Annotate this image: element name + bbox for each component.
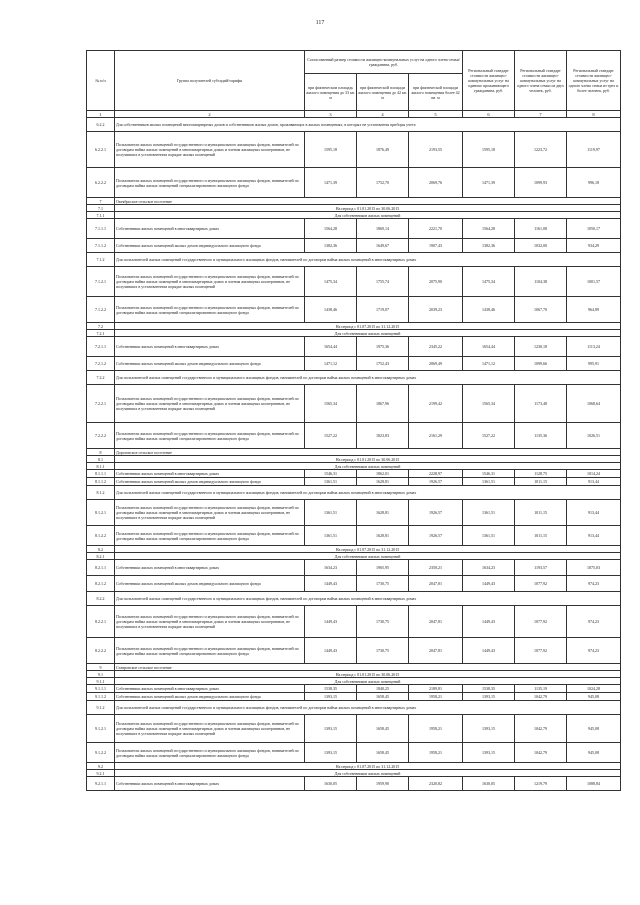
row-value: 913,44 [567,478,621,486]
row-number: 6.2.2.1 [87,132,115,168]
subheader-text: Для собственников жилых помещений [115,463,621,470]
subheader-row [87,553,621,560]
row-value: 1658,45 [357,693,409,701]
table-row [87,560,621,576]
row-value: 945,08 [567,715,621,743]
section-row [87,198,621,205]
table-row [87,693,621,701]
row-name: Пользователи жилых помещений государственного и муниципального жилищных фондов, нанимателей по договорам найма жилых помещений специализированного жилищного фонда [115,297,305,323]
row-number: 8.1.1.1 [87,470,115,478]
row-value: 1752,70 [357,168,409,198]
row-value: 1546,31 [305,470,357,478]
row-name: Собственники жилых помещений в многоквартирных домах [115,470,305,478]
table-row [87,239,621,253]
row-number: 9.1.1.1 [87,685,115,693]
row-value: 1527,22 [305,423,357,449]
subheader-row [87,463,621,470]
row-value: 1926,57 [409,526,463,546]
page-number: 117 [315,20,325,26]
row-value: 1104,38 [515,267,567,297]
row-value: 1099,66 [515,357,567,371]
subheader-text: На период с 01.01.2015 по 30.06.2015 [115,205,621,212]
row-number: 8.1 [87,456,115,463]
row-value: 1219,79 [515,777,567,791]
row-value: 1077,92 [515,576,567,592]
row-number: 7.1.2.2 [87,297,115,323]
subheader-row [87,205,621,212]
table-row [87,219,621,239]
table-row [87,576,621,592]
subheader-text: На период с 01.07.2015 по 31.12.2015 [115,546,621,553]
subheader-text: На период с 01.01.2015 по 30.06.2015 [115,456,621,463]
row-number: 8.1.2 [87,486,115,500]
row-value: 1658,45 [357,715,409,743]
row-value: 1042,79 [515,715,567,743]
row-value: 1223,72 [515,132,567,168]
row-value: 1634,23 [305,560,357,576]
row-value: 1393,15 [305,743,357,763]
row-number: 7.1.2 [87,253,115,267]
row-value: 1077,92 [515,606,567,638]
row-value: 1565,34 [305,385,357,423]
header-num: № п/п [87,51,115,111]
row-number: 8.2.1.1 [87,560,115,576]
subheader-row [87,118,621,132]
column-number: 1 [87,111,115,118]
subheader-row [87,330,621,337]
row-name: Пользователи жилых помещений государственного и муниципального жилищных фондов, нанимателей по договорам найма жилых помещений в многоквартирных домах и членам жилищных кооперативов, не получивших в установленном порядке жилых помещений [115,500,305,526]
header-three: Региональный стандарт стоимости жилищно-коммунальных услуг на одного члена семьи из трех и более человек, руб. [567,51,621,111]
table-row [87,478,621,486]
row-number: 8.2.2 [87,592,115,606]
subheader-row [87,671,621,678]
row-value: 1099,93 [515,168,567,198]
row-value: 1630,05 [463,777,515,791]
row-name: Собственники жилых помещений жилых домов индивидуального жилищного фонда [115,357,305,371]
subheader-text: Для пользователей жилых помещений государственного и муниципального жилищных фондов, нанимателей по договорам найма жилых помещений в многоквартирных домах [115,371,621,385]
row-number: 6.2.2 [87,118,115,132]
table-row [87,267,621,297]
row-number: 8.1.1.2 [87,478,115,486]
row-value: 1014,24 [567,470,621,478]
row-number: 9.1.2.1 [87,715,115,743]
row-value: 2047,81 [409,606,463,638]
subheader-text: Для пользователей жилых помещений государственного и муниципального жилищных фондов, нанимателей по договорам найма жилых помещений в многоквартирных домах [115,253,621,267]
row-value: 1438,46 [305,297,357,323]
row-value: 1975,36 [357,337,409,357]
tariff-table [86,50,621,791]
row-value: 1011,15 [515,478,567,486]
subheader-text: Для собственников жилых помещений [115,212,621,219]
row-number: 7.1.1 [87,212,115,219]
row-value: 1026,51 [567,423,621,449]
row-number: 8.2 [87,546,115,553]
row-value: 1024,28 [567,685,621,693]
row-number: 9.2.1 [87,770,115,777]
row-value: 1088,84 [567,777,621,791]
row-number: 9.2.1.1 [87,777,115,791]
table-row [87,526,621,546]
row-value: 1634,23 [463,560,515,576]
row-value: 1755,74 [357,267,409,297]
row-value: 2221,70 [409,219,463,239]
row-value: 1135,19 [515,685,567,693]
row-name: Пользователи жилых помещений государственного и муниципального жилищных фондов, нанимателей по договорам найма жилых помещений в многоквартирных домах и членам жилищных кооперативов, не получивших в установленном порядке жилых помещений [115,385,305,423]
table-row [87,638,621,664]
subheader-row [87,763,621,770]
row-value: 1719,07 [357,297,409,323]
header-norm-group: Согласованный размер стоимости жилищно-коммунальных услуг на одного члена семьи/гражданина, руб. [305,51,463,74]
row-value: 1393,15 [305,715,357,743]
subheader-row [87,546,621,553]
row-value: 1475,34 [305,267,357,297]
row-number: 7 [87,198,115,205]
row-value: 1546,31 [463,470,515,478]
row-value: 1449,43 [305,606,357,638]
row-value: 995,91 [567,357,621,371]
row-number: 7.2.1.1 [87,337,115,357]
row-value: 1001,57 [567,267,621,297]
subheader-row [87,323,621,330]
row-name: Собственники жилых помещений в многоквартирных домах [115,685,305,693]
subheader-text: Для собственников жилых помещений [115,770,621,777]
row-value: 1926,57 [409,500,463,526]
row-name: Пользователи жилых помещений государственного и муниципального жилищных фондов, нанимателей по договорам найма жилых помещений специализированного жилищного фонда [115,423,305,449]
column-number-row [87,111,621,118]
row-number: 9.1 [87,671,115,678]
row-name: Пользователи жилых помещений государственного и муниципального жилищных фондов, нанимателей по договорам найма жилых помещений в многоквартирных домах и членам жилищных кооперативов, не получивших в установленном порядке жилых помещений [115,715,305,743]
row-value: 1193,57 [515,560,567,576]
row-value: 1527,22 [463,423,515,449]
table-row [87,777,621,791]
row-name: Пользователи жилых помещений государственного и муниципального жилищных фондов, нанимателей по договорам найма жилых помещений специализированного жилищного фонда [115,638,305,664]
row-value: 1658,45 [357,743,409,763]
subheader-row [87,592,621,606]
row-value: 1393,15 [305,693,357,701]
section-row [87,664,621,671]
table-row [87,470,621,478]
row-value: 1595,18 [305,132,357,168]
row-value: 1449,43 [463,576,515,592]
row-value: 1471,39 [463,168,515,198]
row-value: 1654,44 [305,337,357,357]
subheader-text: Для собственников жилых помещений [115,553,621,560]
row-number: 8.2.1 [87,553,115,560]
row-value: 1628,81 [357,478,409,486]
row-name: Пользователи жилых помещений государственного и муниципального жилищных фондов, нанимателей по договорам найма жилых помещений специализированного жилищного фонда [115,743,305,763]
row-value: 2189,81 [409,685,463,693]
row-value: 2069,76 [409,168,463,198]
row-name: Собственники жилых помещений жилых домов индивидуального жилищного фонда [115,478,305,486]
row-value: 1869,14 [357,219,409,239]
row-number: 7.1.2.1 [87,267,115,297]
row-value: 1173,48 [515,385,567,423]
subheader-text: Для собственников жилых помещений [115,330,621,337]
row-value: 1011,15 [515,500,567,526]
row-number: 7.2.2.2 [87,423,115,449]
table-row [87,337,621,357]
table-row [87,606,621,638]
row-value: 1823,83 [357,423,409,449]
row-name: Собственники жилых помещений в многоквартирных домах [115,219,305,239]
row-number: 8.1.2.2 [87,526,115,546]
row-value: 1649,67 [357,239,409,253]
row-value: 1471,12 [463,357,515,371]
section-title: Октябрьское сельское поселение [115,198,621,205]
row-value: 1361,51 [463,478,515,486]
table-row [87,357,621,371]
row-value: 1382,36 [463,239,515,253]
row-number: 8.2.2.2 [87,638,115,664]
subheader-text: Для пользователей жилых помещений государственного и муниципального жилищных фондов, нанимателей по договорам найма жилых помещений в многоквартирных домах [115,701,621,715]
subheader-row [87,678,621,685]
row-value: 1876,49 [357,132,409,168]
header-group: Группа получателей субсидий/тарифы [115,51,305,111]
row-value: 1628,81 [357,500,409,526]
table-row [87,423,621,449]
row-number: 9 [87,664,115,671]
row-value: 1538,35 [463,685,515,693]
table-row [87,743,621,763]
row-value: 1068,64 [567,385,621,423]
row-number: 7.2.2.1 [87,385,115,423]
row-value: 1565,34 [463,385,515,423]
row-value: 945,08 [567,693,621,701]
row-value: 1867,96 [357,385,409,423]
row-value: 2039,23 [409,297,463,323]
row-value: 1449,43 [463,606,515,638]
header-single: Региональный стандарт стоимости жилищно-коммунальных услуг на одиноко проживающего гражданина, руб. [463,51,515,111]
row-value: 1564,28 [305,219,357,239]
row-number: 9.1.1 [87,678,115,685]
table-row [87,715,621,743]
subheader-text: На период с 01.07.2015 по 31.12.2015 [115,763,621,770]
row-value: 1654,44 [463,337,515,357]
subheader-text: На период с 01.01.2015 по 30.06.2015 [115,671,621,678]
column-number: 6 [463,111,515,118]
subheader-text: На период с 01.07.2015 по 31.12.2015 [115,323,621,330]
row-value: 996,18 [567,168,621,198]
row-value: 1393,15 [463,715,515,743]
section-title: Дороговское сельское поселение [115,449,621,456]
row-number: 7.1.1.1 [87,219,115,239]
table-row [87,685,621,693]
row-number: 7.2.1 [87,330,115,337]
row-value: 2047,81 [409,638,463,664]
row-value: 1752,43 [357,357,409,371]
row-value: 1050,17 [567,219,621,239]
row-name: Пользователи жилых помещений государственного и муниципального жилищных фондов, нанимателей по договорам найма жилых помещений специализированного жилищного фонда [115,526,305,546]
row-value: 1113,24 [567,337,621,357]
header-area-33: при фактическом площадь жилого помещения до 33 кв. м [305,74,357,111]
subheader-text: Для пользователей жилых помещений государственного и муниципального жилищных фондов, нанимателей по договорам найма жилых помещений в многоквартирных домах [115,486,621,500]
subheader-text: Для собственников жилых помещений [115,678,621,685]
row-value: 2161,29 [409,423,463,449]
row-value: 1958,21 [409,743,463,763]
row-value: 1361,51 [305,500,357,526]
row-value: 1032,00 [515,239,567,253]
row-value: 1958,21 [409,715,463,743]
row-value: 1926,57 [409,478,463,486]
subheader-row [87,253,621,267]
row-number: 6.2.2.2 [87,168,115,198]
row-value: 964,89 [567,297,621,323]
row-value: 2228,97 [409,470,463,478]
row-value: 1438,46 [463,297,515,323]
row-value: 2199,42 [409,385,463,423]
subheader-row [87,770,621,777]
row-name: Собственники жилых помещений в многоквартирных домах [115,337,305,357]
row-value: 1538,35 [305,685,357,693]
row-number: 8 [87,449,115,456]
subheader-row [87,456,621,463]
row-number: 8.1.1 [87,463,115,470]
row-value: 1449,43 [305,576,357,592]
row-name: Собственники жилых помещений жилых домов индивидуального жилищного фонда [115,576,305,592]
row-value: 1382,36 [305,239,357,253]
row-name: Пользователи жилых помещений государственного и муниципального жилищных фондов, нанимателей по договорам найма жилых помещений в многоквартирных домах и членам жилищных кооперативов, не получивших в установленном порядке жилых помещений [115,267,305,297]
row-value: 1011,15 [515,526,567,546]
row-value: 974,23 [567,638,621,664]
row-value: 1958,21 [409,693,463,701]
section-title: Ставровское сельское поселение [115,664,621,671]
row-value: 934,29 [567,239,621,253]
row-value: 913,44 [567,526,621,546]
row-name: Собственники жилых помещений в многоквартирных домах [115,560,305,576]
row-value: 1840,25 [357,685,409,693]
row-value: 1230,18 [515,337,567,357]
header-two: Региональный стандарт стоимости жилищно-коммунальных услуг на одного члена семьи из двух человек, руб. [515,51,567,111]
row-value: 1135,36 [515,423,567,449]
row-number: 9.1.2.2 [87,743,115,763]
row-value: 1564,28 [463,219,515,239]
table-row [87,168,621,198]
row-value: 1475,34 [463,267,515,297]
row-value: 1161,08 [515,219,567,239]
row-value: 2320,82 [409,777,463,791]
subheader-row [87,371,621,385]
row-number: 8.2.2.1 [87,606,115,638]
row-name: Собственники жилых помещений жилых домов индивидуального жилищного фонда [115,239,305,253]
row-value: 1361,51 [305,478,357,486]
subheader-row [87,212,621,219]
row-number: 9.1.2 [87,701,115,715]
row-value: 1449,43 [305,638,357,664]
subheader-text: Для пользователей жилых помещений государственного и муниципального жилищных фондов, нанимателей по договорам найма жилых помещений в многоквартирных домах [115,592,621,606]
row-value: 974,23 [567,576,621,592]
row-number: 7.2.2 [87,371,115,385]
row-value: 1730,75 [357,638,409,664]
row-value: 1471,12 [305,357,357,371]
row-value: 1471,39 [305,168,357,198]
row-value: 1393,15 [463,693,515,701]
column-number: 2 [115,111,305,118]
row-value: 1075,03 [567,560,621,576]
row-value: 1907,43 [409,239,463,253]
section-row [87,449,621,456]
row-number: 7.1.1.2 [87,239,115,253]
row-value: 1119,97 [567,132,621,168]
column-number: 8 [567,111,621,118]
row-name: Собственники жилых помещений в многоквартирных домах [115,777,305,791]
table-row [87,297,621,323]
row-value: 1862,01 [357,470,409,478]
table-row [87,132,621,168]
row-number: 9.2 [87,763,115,770]
table-row [87,385,621,423]
row-value: 1361,51 [305,526,357,546]
row-value: 1361,51 [463,500,515,526]
column-number: 7 [515,111,567,118]
row-number: 8.1.2.1 [87,500,115,526]
row-name: Пользователи жилых помещений государственного и муниципального жилищных фондов, нанимателей по договорам найма жилых помещений в многоквартирных домах и членам жилищных кооперативов, не получивших в установленном порядке жилых помещений [115,132,305,168]
header-area-over-42: при фактической площади жилого помещения более 42 кв. м [409,74,463,111]
column-number: 4 [357,111,409,118]
row-value: 1042,79 [515,693,567,701]
column-number: 3 [305,111,357,118]
row-value: 1595,18 [463,132,515,168]
row-value: 1630,05 [305,777,357,791]
subheader-row [87,486,621,500]
row-value: 1730,75 [357,576,409,592]
row-value: 945,08 [567,743,621,763]
row-value: 1361,51 [463,526,515,546]
row-value: 1393,15 [463,743,515,763]
row-number: 7.2 [87,323,115,330]
table-body [87,118,621,791]
row-value: 1042,79 [515,743,567,763]
row-number: 9.1.1.2 [87,693,115,701]
row-number: 7.2.1.2 [87,357,115,371]
table-row [87,500,621,526]
row-value: 2069,49 [409,357,463,371]
row-number: 7.1 [87,205,115,212]
row-value: 974,23 [567,606,621,638]
subheader-text: Для собственников жилых помещений многоквартирных домов и собственников жилых домов, проживающих в жилых помещениях, в которых не установлены приборы учета [115,118,621,132]
row-value: 2075,90 [409,267,463,297]
row-value: 2047,81 [409,576,463,592]
row-value: 2350,21 [409,560,463,576]
row-value: 1628,81 [357,526,409,546]
row-value: 2193,55 [409,132,463,168]
row-value: 1730,75 [357,606,409,638]
row-value: 1965,95 [357,560,409,576]
subheader-row [87,701,621,715]
row-number: 8.2.1.2 [87,576,115,592]
row-name: Собственники жилых помещений жилых домов индивидуального жилищного фонда [115,693,305,701]
row-value: 913,44 [567,500,621,526]
column-number: 5 [409,111,463,118]
row-value: 1449,43 [463,638,515,664]
row-value: 2345,22 [409,337,463,357]
row-name: Пользователи жилых помещений государственного и муниципального жилищных фондов, нанимателей по договорам найма жилых помещений в многоквартирных домах и членам жилищных кооперативов, не получивших в установленном порядке жилых помещений [115,606,305,638]
row-value: 1959,90 [357,777,409,791]
header-area-42: при фактической площади жилого помещения до 42 кв. м [357,74,409,111]
row-value: 1067,70 [515,297,567,323]
row-name: Пользователи жилых помещений государственного и муниципального жилищных фондов, нанимателей по договорам найма жилых помещений специализированного жилищного фонда [115,168,305,198]
row-value: 1128,75 [515,470,567,478]
row-value: 1077,92 [515,638,567,664]
